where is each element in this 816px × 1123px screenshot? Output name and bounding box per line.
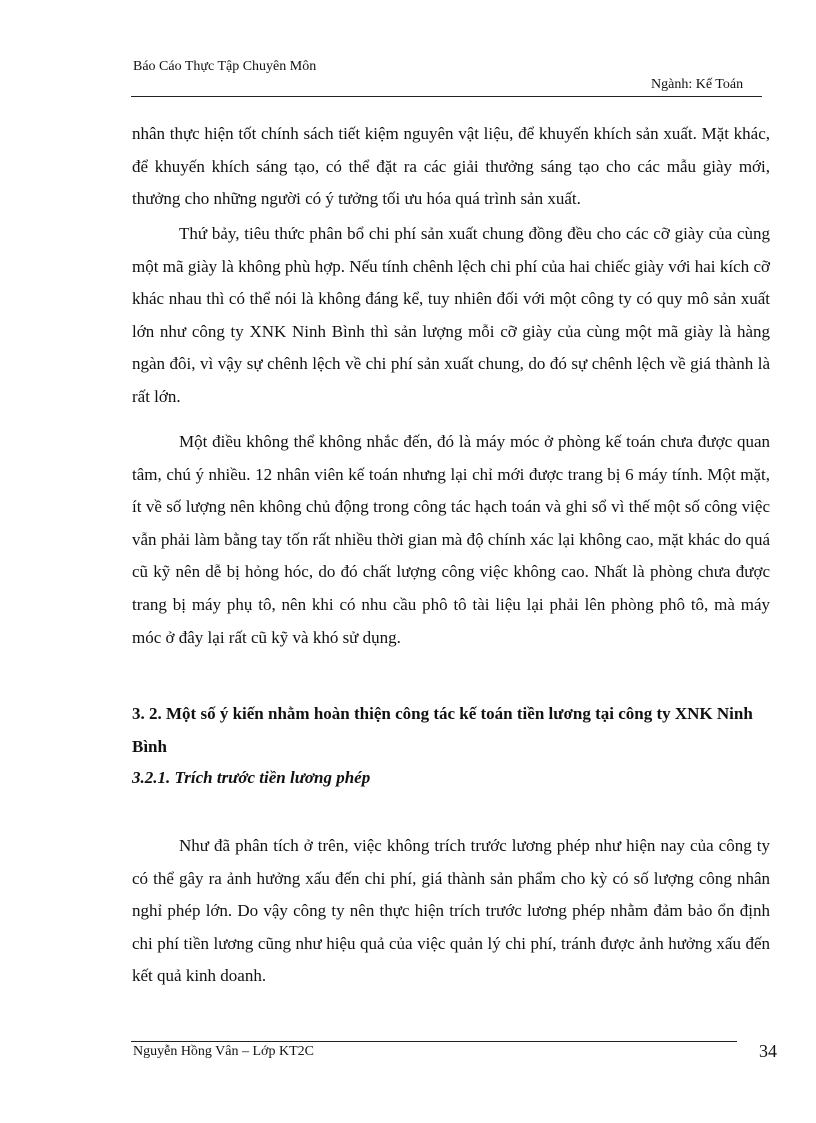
footer-divider xyxy=(131,1041,737,1042)
paragraph-seventh-point: Thứ bảy, tiêu thức phân bổ chi phí sản xuất chung đồng đều cho các cỡ giày của cùng một mã giày là không phù hợp. Nếu tính chênh lệch chi phí của hai chiếc giày với hai kích cỡ khác nhau thì có thể nói là không đáng kể, tuy nhiên đối với một công ty có quy mô sản xuất lớn như công ty XNK Ninh Bình thì sản lượng mỗi cỡ giày của cùng một mã giày là hàng ngàn đôi, vì vậy sự chênh lệch về chi phí sản xuất chung, do đó sự chênh lệch về giá thành là rất lớn. xyxy=(132,224,770,406)
paragraph-continuation: nhân thực hiện tốt chính sách tiết kiệm nguyên vật liệu, để khuyến khích sản xuất. Mặt khác, để khuyến khích sáng tạo, có thể đặt ra các giải thưởng sáng tạo cho các mẫu giày mới, thưởng cho những người có ý tưởng tối ưu hóa quá trình sản xuất. xyxy=(132,124,770,209)
paragraph-equipment: Một điều không thể không nhắc đến, đó là máy móc ở phòng kế toán chưa được quan tâm, chú ý nhiều. 12 nhân viên kế toán nhưng lại chỉ mới được trang bị 6 máy tính. Một mặt, ít về số lượng nên không chủ động trong công tác hạch toán và ghi sổ vì thế một số công việc vẫn phải làm bằng tay tốn rất nhiều thời gian mà độ chính xác lại không cao, mặt khác do quá cũ kỹ nên dễ bị hỏng hóc, do đó chất lượng công việc không cao. Nhất là phòng chưa được trang bị máy phụ tô, nên khi có nhu cầu phô tô tài liệu lại phải lên phòng phô tô, mà máy móc ở đây lại rất cũ kỹ và khó sử dụng. xyxy=(132,432,770,647)
footer-author: Nguyễn Hồng Vân – Lớp KT2C xyxy=(133,1044,314,1059)
page-number: 34 xyxy=(759,1041,777,1061)
header-department: Ngành: Kế Toán xyxy=(651,77,744,92)
header-document-title: Báo Cáo Thực Tập Chuyên Môn xyxy=(133,59,317,74)
section-heading-3-2: 3. 2. Một số ý kiến nhằm hoàn thiện công tác kế toán tiền lương tại công ty XNK Ninh Bình xyxy=(132,704,753,756)
paragraph-leave-pay: Như đã phân tích ở trên, việc không trích trước lương phép như hiện nay của công ty có thể gây ra ảnh hưởng xấu đến chi phí, giá thành sản phẩm cho kỳ có số lượng công nhân nghỉ phép lớn. Do vậy công ty nên thực hiện trích trước lương phép nhằm đảm bảo ổn định chi phí tiền lương cũng như hiệu quả của việc quản lý chi phí, tránh được ảnh hưởng xấu đến kết quả kinh doanh. xyxy=(132,836,770,986)
subsection-heading-3-2-1: 3.2.1. Trích trước tiền lương phép xyxy=(132,768,371,787)
header-divider xyxy=(131,96,762,97)
